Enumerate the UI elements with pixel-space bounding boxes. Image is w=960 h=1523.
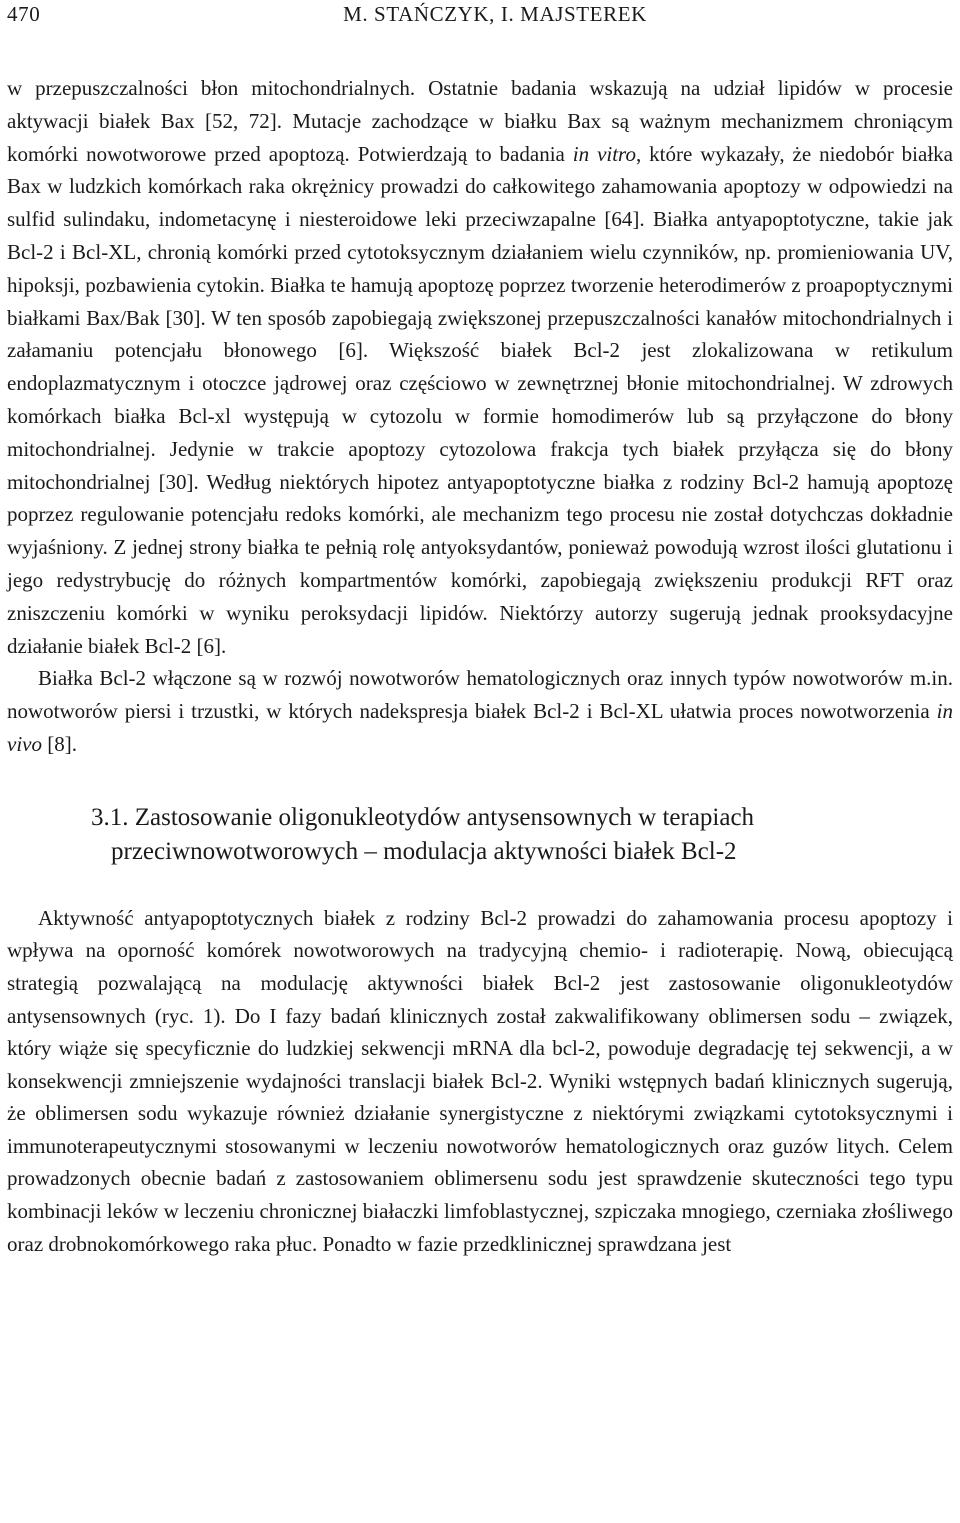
section-heading <box>7 801 953 869</box>
running-header <box>7 2 953 32</box>
paragraph-1b-before-italic: Potwierdzają to badania <box>349 141 573 166</box>
section-title-line-2: przeciwnowotworowych – modulacja aktywności białek Bcl-2 <box>111 837 737 865</box>
body-text-section <box>7 902 953 1261</box>
paragraph-2-after-italic: [8]. <box>41 731 77 756</box>
in-vitro-italic: in vitro <box>572 141 636 166</box>
in-vivo-italic: in vivo <box>7 699 953 756</box>
section-title-line-1: Zastosowanie oligonukleotydów antysensownych w terapiach <box>134 803 755 831</box>
paragraph-antisense: Aktywność antyapoptotycznych białek z rodziny Bcl-2 prowadzi do zahamowania procesu apoptozy i wpływa na oporność komórek nowotworowych na tradycyjną chemio- i radioterapię. Nową, obiecującą strategią pozwalającą na modulację aktywności białek Bcl-2 jest zastosowanie oligonukleotydów antysensownych (ryc. 1). Do I fazy badań klinicznych został zakwalifikowany oblimersen sodu – związek, który wiąże się specyficznie do ludzkiej sekwencji mRNA dla bcl-2, powoduje degradację tej sekwencji, a w konsekwencji zmniejszenie wydajności translacji białek Bcl-2. Wyniki wstępnych badań klinicznych sugerują, że oblimersen sodu wykazuje również działanie synergistyczne z niektórymi związkami cytotoksycznymi i immunoterapeutycznymi stosowanymi w leczeniu nowotworów hematologicznych oraz guzów litych. Celem prowadzonych obecnie badań z zastosowaniem oblimersenu sodu jest sprawdzenie skuteczności tego typu kombinacji leków w leczeniu chronicznej białaczki limfoblastycznej, szpiczaka mnogiego, czerniaka złośliwego oraz drobnokomórkowego raka płuc. Ponadto w fazie przedklinicznej sprawdzana jest <box>7 905 953 1256</box>
running-head-authors: M. STAŃCZYK, I. MAJSTEREK <box>343 2 647 26</box>
section-number: 3.1. <box>91 803 129 831</box>
paragraph-2-before-italic: Białka Bcl-2 włączone są w rozwój nowotworów hematologicznych oraz innych typów nowotworów m.in. nowotworów piersi i trzustki, w których nadekspresja białek Bcl-2 i Bcl-XL ułatwia proces nowotworzenia <box>7 666 953 724</box>
paragraph-bcl2-hematologic <box>7 662 953 760</box>
paragraph-1-text: w przepuszczalności błon mitochondrialnych. Ostatnie badania wskazują na udział lipidów w procesie aktywacji białek Bax [52, 72]. Mutacje zachodzące w białku Bax są ważnym mechanizmem chroniącym komórki nowotworowe przed apoptozą. <box>7 76 953 166</box>
body-text-top <box>7 72 953 761</box>
page-number: 470 <box>7 2 41 26</box>
paragraph-continued <box>7 72 953 662</box>
paragraph-1b-after-italic: , które wykazały, że niedobór białka Bax w ludzkich komórkach raka okrężnicy prowadzi do całkowitego zahamowania apoptozy w odpowiedzi na sulfid sulindaku, indometacynę i niesteroidowe leki przeciwzapalne [64]. Białka antyapoptotyczne, takie jak Bcl-2 i Bcl-XL, chronią komórki przed cytotoksycznym działaniem wielu czynników, np. promieniowania UV, hipoksji, pozbawienia cytokin. Białka te hamują apoptozę poprzez tworzenie heterodimerów z proapoptycznymi białkami Bax/Bak [30]. W ten sposób zapobiegają zwiększonej przepuszczalności kanałów mitochondrialnych i załamaniu potencjału błonowego [6]. Większość białek Bcl-2 jest zlokalizowana w retikulum endoplazmatycznym i otoczce jądrowej oraz częściowo w zewnętrznej błonie mitochondrialnej. W zdrowych komórkach białka Bcl-xl występują w cytozolu w formie homodimerów lub są przyłączone do błony mitochondrialnej. Jedynie w trakcie apoptozy cytozolowa frakcja tych białek przyłącza się do błony mitochondrialnej [30]. Według niektórych hipotez antyapoptotyczne białka z rodziny Bcl-2 hamują apoptozę poprzez regulowanie potencjału redoks komórki, ale mechanizm tego procesu nie został dotychczas dokładnie wyjaśniony. Z jednej strony białka te pełnią rolę antyoksydantów, ponieważ powodują wzrost ilości glutationu i jego redystrybucję do różnych kompartmentów komórki, zapobiegają zwiększeniu produkcji RFT oraz zniszczeniu komórki w wyniku peroksydacji lipidów. Niektórzy autorzy sugerują jednak prooksydacyjne działanie białek Bcl-2 [6]. <box>7 141 953 658</box>
page <box>7 0 953 1260</box>
